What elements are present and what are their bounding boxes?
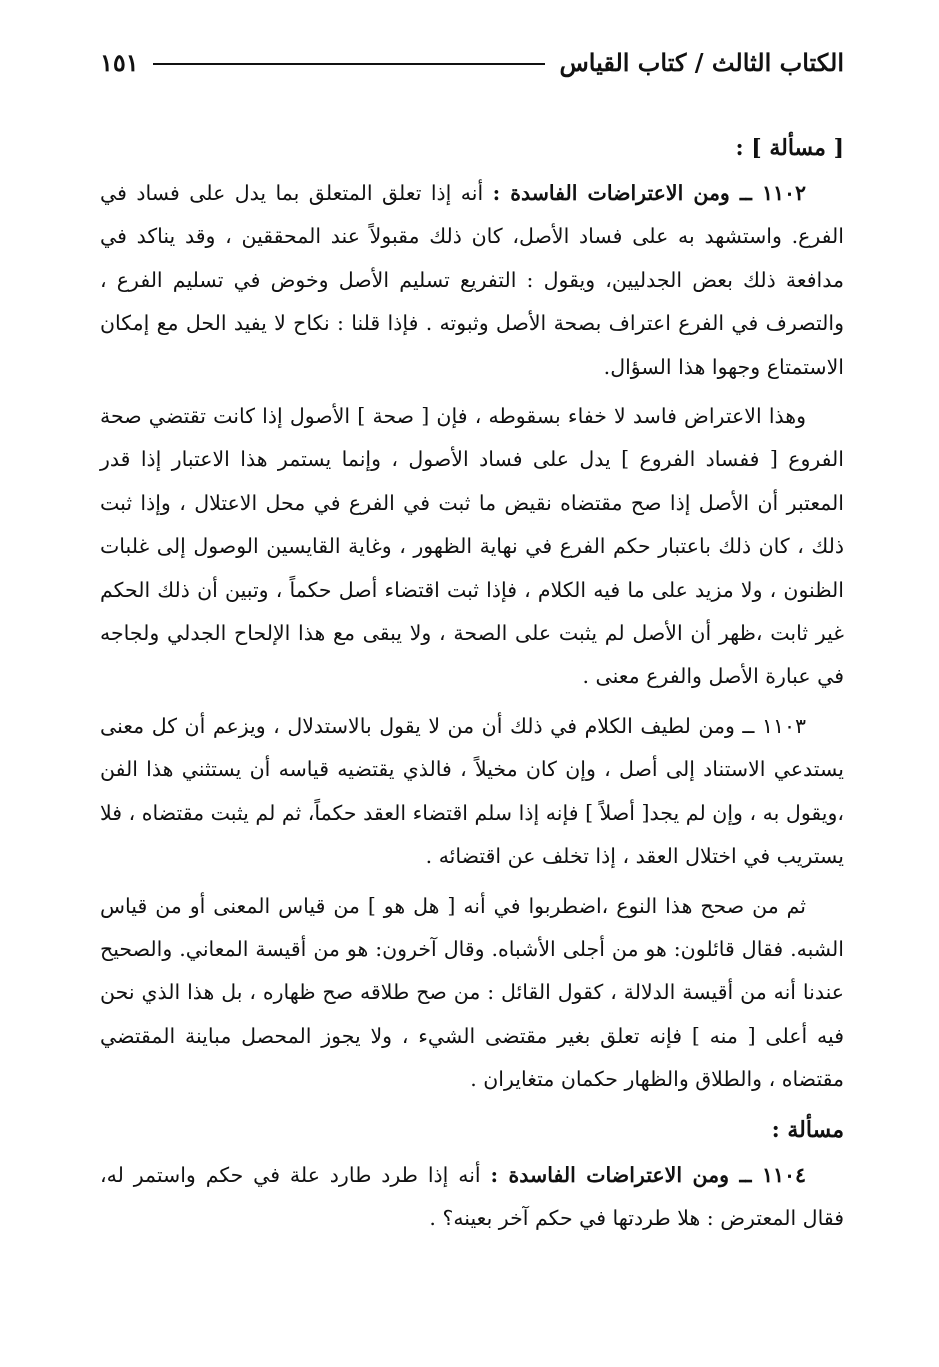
- book-page: [100, 38, 844, 1240]
- paragraph-1104: [100, 1154, 844, 1241]
- paragraph-1102: [100, 172, 844, 389]
- paragraph-text: ١١٠٣ ــ ومن لطيف الكلام في ذلك أن من لا يقول بالاستدلال ، ويزعم أن كل معنى يستدعي الاستناد إلى أصل ، وإن كان مخيلاً ، فالذي يقتضيه قياسه أن يستثني هذا الفن ،ويقول به ، وإن لم يجد[ أصلاً ] فإنه إذا سلم اقتضاء العقد حكماً، ثم لم يثبت مقتضاه ، فلا يستريب في اختلال العقد ، إذا تخلف عن اقتضائه .: [100, 713, 844, 869]
- paragraph-lead: ١١٠٤ ــ ومن الاعتراضات الفاسدة :: [490, 1162, 807, 1187]
- running-header: [100, 38, 844, 86]
- paragraph-text: أنه إذا تعلق المتعلق بما يدل على فساد في الفرع. واستشهد به على فساد الأصل، كان ذلك مقبولاً عند المحققين ، وقد يناكد في مدافعة ذلك بعض الجدليين، ويقول : التفريع تسليم الأصل وخوض في تسليم الفرع ، والتصرف في الفرع اعتراف بصحة الأصل وثبوته . فإذا قلنا : نكاح لا يفيد الحل مع إمكان الاستمتاع وجهوا هذا السؤال.: [100, 181, 844, 379]
- paragraph-text: أنه إذا طرد طارد علة في حكم واستمر له، فقال المعترض : هلا طردتها في حكم آخر بعينه؟ .: [100, 1162, 844, 1230]
- header-title: الكتاب الثالث / كتاب القياس: [559, 47, 844, 77]
- section-heading-masala-1: [ مسألة ] :: [735, 135, 844, 161]
- paragraph-1103: [100, 705, 844, 879]
- paragraph-lead: ١١٠٢ ــ ومن الاعتراضات الفاسدة :: [492, 181, 806, 205]
- page-number: ١٥١: [100, 47, 139, 77]
- paragraph-objection-invalid: [100, 395, 844, 699]
- paragraph-text: ثم من صحح هذا النوع ،اضطربوا في أنه [ هل هو ] من قياس المعنى أو من قياس الشبه. فقال قائلون: هو من أجلى الأشباه. وقال آخرون: هو من أقيسة المعاني. والصحيح عندنا أنه من أقيسة الدلالة ، كقول القائل : من صح طلاقه صح ظهاره ، بل هذا الذي نحن فيه أعلى [ منه ] فإنه تعلق بغير مقتضى الشيء ، ولا يجوز المحصل مباينة المقتضي مقتضاه ، والطلاق والظهار حكمان متغايران .: [100, 893, 844, 1092]
- paragraph-analogy-type: [100, 885, 844, 1102]
- paragraph-text: وهذا الاعتراض فاسد لا خفاء بسقوطه ، فإن [ صحة ] الأصول إذا كانت تقتضي صحة الفروع [ ففساد الفروع ] يدل على فساد الأصول ، وإنما يستمر هذا الاعتبار إذا قدر المعتبر أن الأصل إذا صح مقتضاه نقيض ما ثبت في الفرع في محل الاعتلال ، وإذا ثبت ذلك ، كان ذلك باعتبار حكم الفرع في نهاية الظهور ، وغاية القايسين الوصول إلى غلبات الظنون ، ولا مزيد على ما فيه الكلام ، فإذا ثبت اقتضاء أصل حكماً ، وتبين أن ذلك الحكم غير ثابت ،ظهر أن الأصل لم يثبت على الصحة ، ولا يبقى مع هذا الإلحاح الجدلي ولجاجه في عبارة الأصل والفرع معنى .: [100, 404, 844, 689]
- header-rule: [153, 63, 546, 65]
- section-heading-masala-2: مسألة :: [771, 1116, 844, 1143]
